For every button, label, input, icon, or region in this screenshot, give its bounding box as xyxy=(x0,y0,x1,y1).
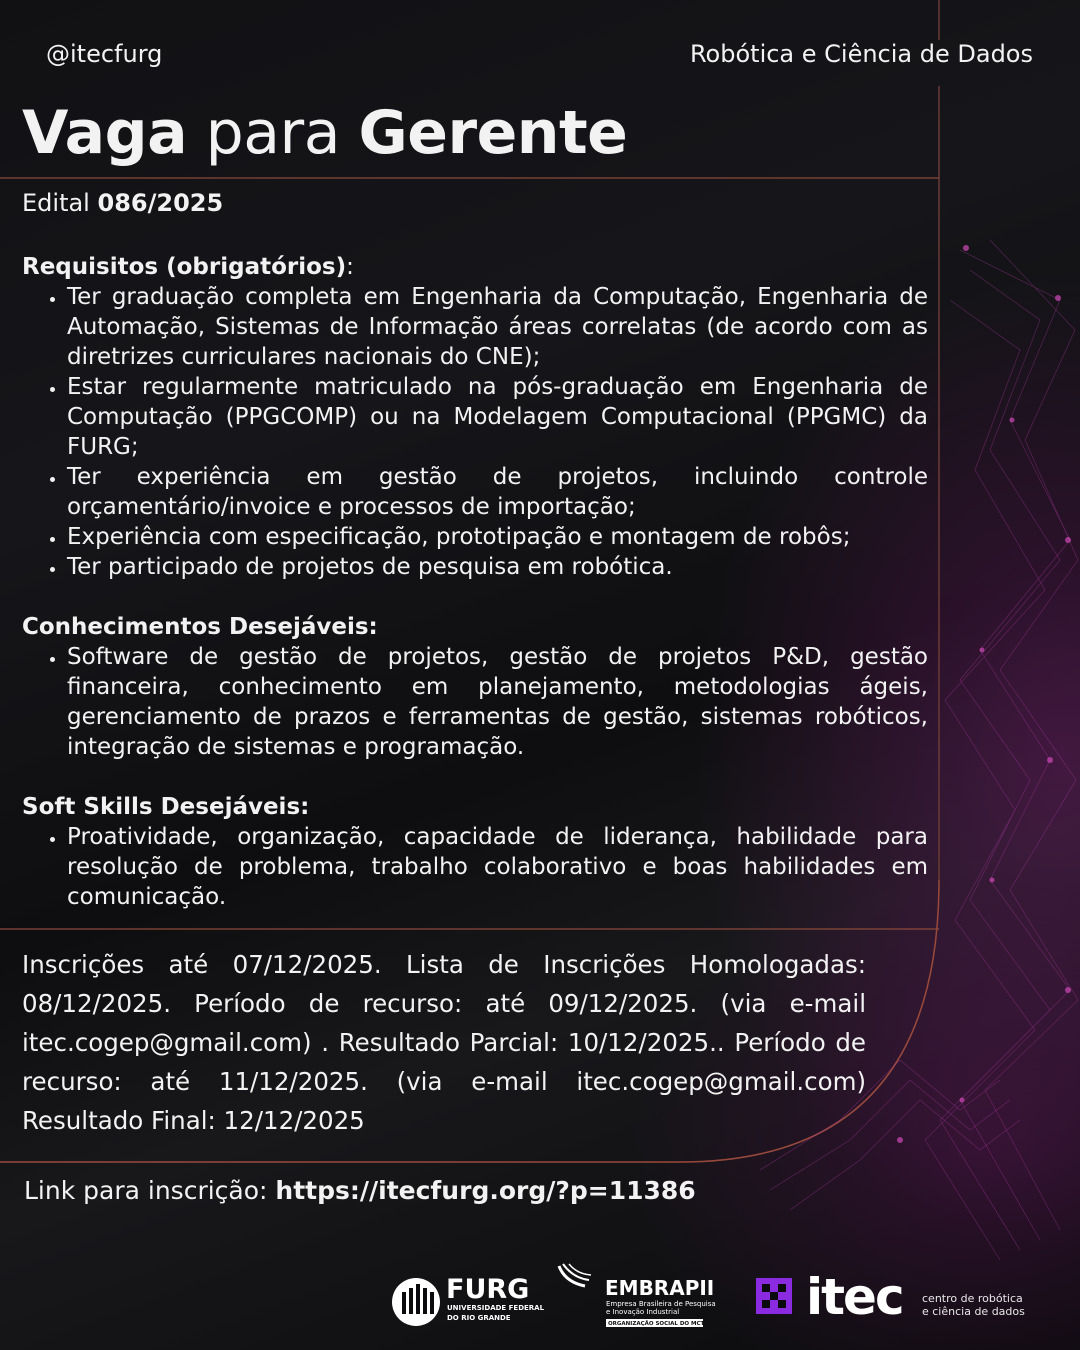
furg-logo-line2: DO RIO GRANDE xyxy=(447,1314,511,1322)
soft-skills-heading: Soft Skills Desejáveis: xyxy=(22,794,310,820)
requisito-item: • Ter graduação completa em Engenharia da Computação, Engenharia de Automação, Sistemas de Informação áreas correlatas (de acordo com as diretrizes curriculares nacionais do CNE); xyxy=(67,282,928,372)
embrapii-logo-name: EMBRAPII xyxy=(605,1276,715,1300)
conhecimento-item: • Software de gestão de projetos, gestão de projetos P&D, gestão financeira, conhecimento em planejamento, metodologias ágeis, gerenciamento de prazos e ferramentas de gestão, sistemas robóticos, integração de sistemas e programação. xyxy=(67,642,928,762)
furg-logo-name: FURG xyxy=(446,1274,530,1305)
requisitos-heading-colon: : xyxy=(346,254,354,280)
requirements-content xyxy=(22,252,928,912)
signup-link-url[interactable]: https://itecfurg.org/?p=11386 xyxy=(275,1176,696,1205)
edital-label: Edital xyxy=(22,189,90,217)
requisito-item: • Experiência com especificação, prototipação e montagem de robôs; xyxy=(67,522,928,552)
requisitos-list xyxy=(22,282,928,582)
signup-link-line xyxy=(24,1176,696,1205)
embrapii-logo-line2: e Inovação Industrial xyxy=(606,1308,680,1316)
schedule-text: Inscrições até 07/12/2025. Lista de Inscrições Homologadas: 08/12/2025. Período de recurso: até 09/12/2025. (via e-mail itec.cogep@gmail.com) . Resultado Parcial: 10/12/2025.. Período de recurso: até 11/12/2025. (via e-mail itec.cogep@gmail.com) Resultado Final: 12/12/2025 xyxy=(22,950,866,1135)
embrapii-logo-line1: Empresa Brasileira de Pesquisa xyxy=(606,1300,716,1308)
itec-logo xyxy=(754,1268,1039,1326)
itec-logo-name: itec xyxy=(806,1268,903,1326)
embrapii-logo-tag: ORGANIZAÇÃO SOCIAL DO MCTI xyxy=(608,1321,707,1327)
edital-number: 086/2025 xyxy=(97,189,224,217)
requisitos-heading-text: Requisitos (obrigatórios) xyxy=(22,254,347,280)
title-word-vaga: Vaga xyxy=(22,98,188,168)
title-word-para: para xyxy=(205,98,340,168)
signup-link-label: Link para inscrição: xyxy=(24,1176,268,1205)
social-handle: @itecfurg xyxy=(46,40,163,68)
conhecimentos-list xyxy=(22,642,928,762)
itec-logo-line2: e ciência de dados xyxy=(922,1305,1025,1318)
title-word-gerente: Gerente xyxy=(358,98,628,168)
embrapii-logo xyxy=(555,1262,716,1330)
requisito-item: • Ter experiência em gestão de projetos, incluindo controle orçamentário/invoice e processos de importação; xyxy=(67,462,928,522)
conhecimentos-heading: Conhecimentos Desejáveis: xyxy=(22,614,378,640)
requisito-item: • Ter participado de projetos de pesquisa em robótica. xyxy=(67,552,928,582)
page-title xyxy=(22,96,627,170)
header-tagline: Robótica e Ciência de Dados xyxy=(689,40,1033,68)
requisito-item: • Estar regularmente matriculado na pós-graduação em Engenharia de Computação (PPGCOMP) ou na Modelagem Computacional (PPGMC) da FURG; xyxy=(67,372,928,462)
edital-line xyxy=(22,189,223,217)
furg-logo-line1: UNIVERSIDADE FEDERAL xyxy=(447,1304,545,1312)
soft-skills-list xyxy=(22,822,928,912)
requisitos-heading xyxy=(22,252,928,282)
furg-logo xyxy=(390,1272,545,1332)
itec-logo-line1: centro de robótica xyxy=(922,1292,1023,1305)
soft-skill-item: • Proatividade, organização, capacidade de liderança, habilidade para resolução de problema, trabalho colaborativo e boas habilidades em comunicação. xyxy=(67,822,928,912)
